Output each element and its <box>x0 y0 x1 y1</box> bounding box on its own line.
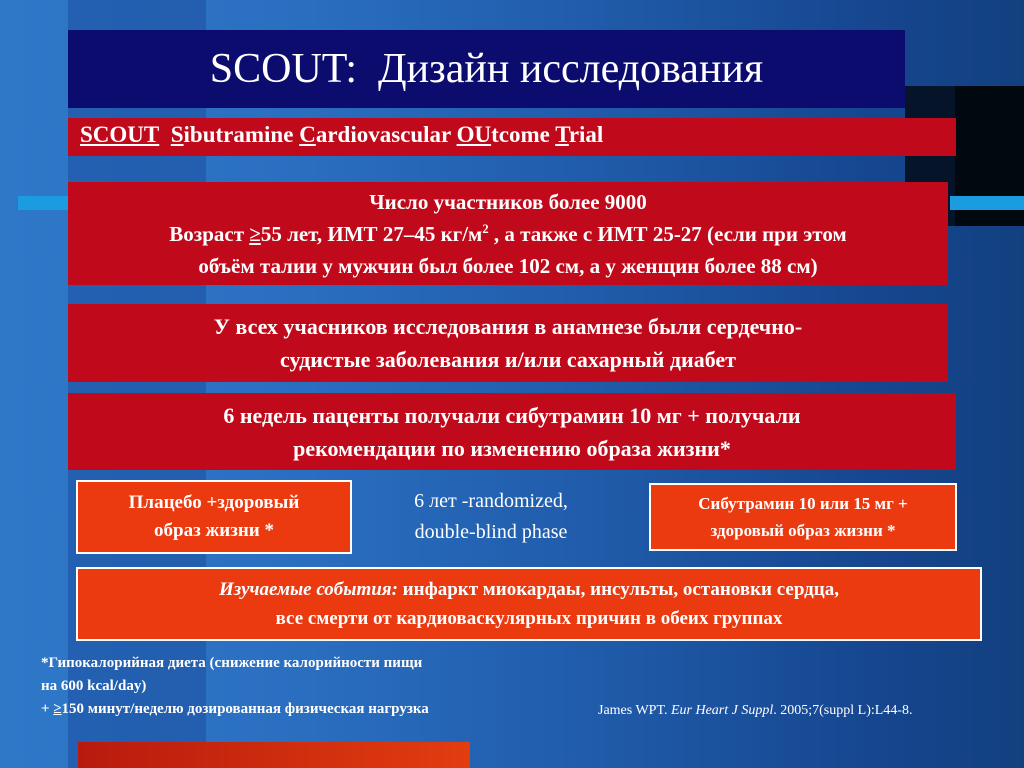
acronym-letters-ou: OU <box>456 122 492 147</box>
participants-line1: Число участников более 9000 <box>369 189 647 214</box>
events-list: инфаркт миокардаы, инсульты, остановки сердца, <box>397 579 839 600</box>
background-cyan-stripe-left <box>18 196 70 210</box>
leadin-box <box>68 393 956 470</box>
history-line1: У всех учасников исследования в анамнезе были сердечно- <box>213 314 803 339</box>
participants-line2 <box>68 218 948 250</box>
citation-details: . 2005;7(suppl L):L44-8. <box>773 703 913 718</box>
events-line1 <box>78 575 980 604</box>
acronym: SCOUT <box>80 122 160 147</box>
acronym-letter-s: S <box>170 122 184 147</box>
phase-line2: double-blind phase <box>414 521 568 543</box>
sibutramine-line2: здоровый образ жизни * <box>710 521 896 540</box>
word-sibutramine-rest: ibutramine <box>183 122 294 147</box>
citation <box>598 703 998 719</box>
leadin-line1: 6 недель паценты получали сибутрамин 10 мг + получали <box>223 402 801 428</box>
background-bottom-bar <box>78 742 470 768</box>
citation-journal: Eur Heart J Suppl <box>670 703 774 718</box>
events-box <box>76 567 982 641</box>
greater-equal-symbol: ≥ <box>249 221 261 246</box>
acronym-letter-t: T <box>555 122 569 147</box>
footnote-line1: *Гипокалорийная диета (снижение калорийности пищи <box>41 655 423 671</box>
history-box <box>68 304 948 382</box>
placebo-line1: Плацебо +здоровый <box>128 492 300 513</box>
superscript-2: 2 <box>482 221 489 236</box>
word-cardiovascular-rest: ardiovascular <box>315 122 451 147</box>
placebo-line2: образ жизни * <box>154 520 274 541</box>
participants-bmi-extra: , а также с ИМТ 25-27 (если при этом <box>488 221 847 246</box>
slide-title <box>68 30 905 108</box>
sibutramine-line1: Сибутрамин 10 или 15 мг + <box>698 494 908 513</box>
scout-acronym-banner <box>68 118 956 156</box>
phase-label <box>355 486 627 548</box>
citation-author: James WPT. <box>598 703 671 718</box>
footnote-plus: + <box>41 701 54 717</box>
participants-line3: объём талии у мужчин был более 102 см, а у женщин более 88 см) <box>198 253 818 278</box>
footnote-line3 <box>41 698 581 721</box>
participants-box <box>68 182 948 285</box>
footnote-ge-symbol: ≥ <box>53 701 62 717</box>
leadin-line2: рекомендации по изменению образа жизни* <box>293 435 731 461</box>
participants-age-label: Возраст <box>169 221 250 246</box>
events-line2: все смерти от кардиоваскулярных причин в обеих группах <box>275 608 783 629</box>
footnote-exercise: 150 минут/неделю дозированная физическая нагрузка <box>61 701 429 717</box>
participants-age-bmi: 55 лет, ИМТ 27–45 кг/м <box>260 221 483 246</box>
slide-title-text: SCOUT: Дизайн исследования <box>209 46 764 92</box>
phase-line1: 6 лет -randomized, <box>414 490 568 512</box>
sibutramine-arm-box <box>649 483 957 551</box>
footnote-line2: на 600 kcal/day) <box>41 678 147 694</box>
background-cyan-stripe-right <box>950 196 1024 210</box>
events-label: Изучаемые события: <box>219 579 398 600</box>
placebo-arm-box <box>76 480 352 554</box>
history-line2: судистые заболевания и/или сахарный диабет <box>280 347 736 372</box>
footnote <box>41 652 581 721</box>
word-outcome-rest: tcome <box>491 122 550 147</box>
word-trial-rest: rial <box>568 122 604 147</box>
acronym-letter-c: C <box>299 122 316 147</box>
